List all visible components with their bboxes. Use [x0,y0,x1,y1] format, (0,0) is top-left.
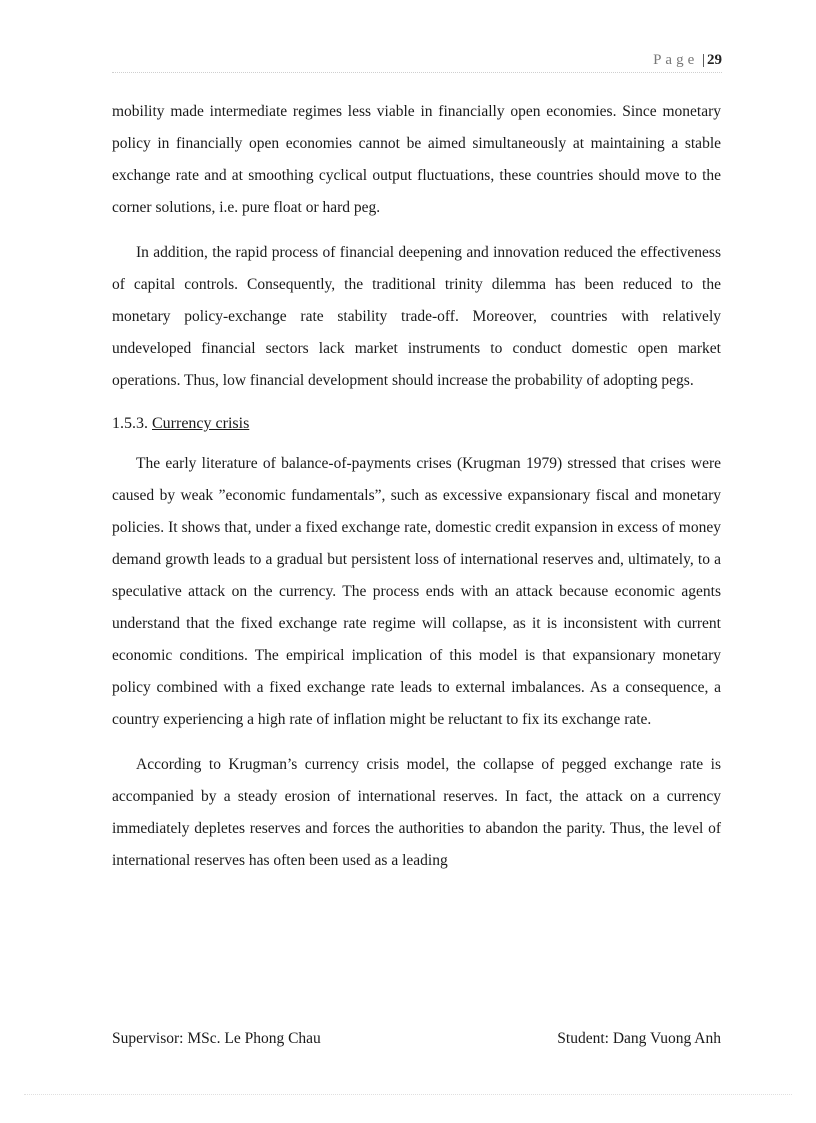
section-heading [112,410,721,438]
paragraph-1: mobility made intermediate regimes less viable in financially open economies. Since monetary policy in financially open economies cannot be aimed simultaneously at maintaining a stable exchange rate and at smoothing cyclical output fluctuations, these countries should move to the corner solutions, i.e. pure float or hard peg. [112,103,721,216]
section-number: 1.5.3. [112,415,148,432]
page-header [112,52,722,74]
student-credit: Student: Dang Vuong Anh [557,1030,721,1047]
page-footer [112,1030,721,1052]
header-divider [112,72,722,73]
footer-divider [24,1094,792,1095]
paragraph-2: In addition, the rapid process of financial deepening and innovation reduced the effectiveness of capital controls. Consequently, the traditional trinity dilemma has been reduced to the monetary policy-exchange rate stability trade-off. Moreover, countries with relatively undeveloped financial sectors lack market instruments to conduct domestic open market operations. Thus, low financial development should increase the probability of adopting pegs. [112,244,721,389]
page-separator: | [701,52,705,68]
supervisor-credit: Supervisor: MSc. Le Phong Chau [112,1030,321,1047]
page-label: Page [653,52,699,68]
section-title: Currency crisis [152,415,250,432]
paragraph-3: The early literature of balance-of-payments crises (Krugman 1979) stressed that crises were caused by weak ”economic fundamentals”, such as excessive expansionary fiscal and monetary policies. It shows that, under a fixed exchange rate, domestic credit expansion in excess of money demand growth leads to a gradual but persistent loss of international reserves and, ultimately, to a speculative attack on the currency. The process ends with an attack because economic agents understand that the fixed exchange rate regime will collapse, as it is inconsistent with current economic conditions. The empirical implication of this model is that expansionary monetary policy combined with a fixed exchange rate leads to external imbalances. As a consequence, a country experiencing a high rate of inflation might be reluctant to fix its exchange rate. [112,455,721,728]
page-number: 29 [707,52,722,68]
paragraph-4: According to Krugman’s currency crisis model, the collapse of pegged exchange rate is accompanied by a steady erosion of international reserves. In fact, the attack on a currency immediately depletes reserves and forces the authorities to abandon the parity. Thus, the level of international reserves has often been used as a leading [112,756,721,869]
document-body [112,96,721,890]
